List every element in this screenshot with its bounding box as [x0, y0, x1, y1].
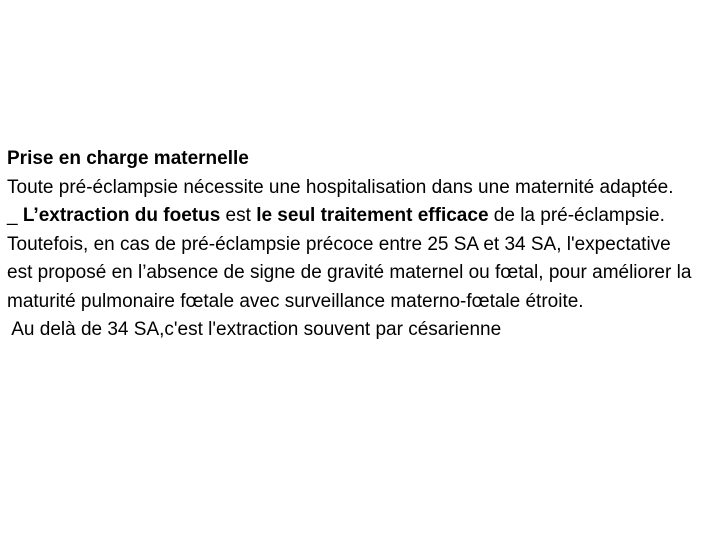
bold-treatment: le seul traitement efficace: [256, 205, 489, 226]
slide-content: [7, 145, 697, 345]
paragraph-hospitalisation: Toute pré-éclampsie nécessite une hospitalisation dans une maternité adaptée.: [7, 176, 674, 198]
slide-title: Prise en charge maternelle: [7, 148, 249, 169]
paragraph-beyond-34sa: Au delà de 34 SA,c'est l'extraction souvent par césarienne: [7, 319, 502, 340]
text-suffix: de la pré-éclampsie.: [488, 205, 665, 226]
paragraph-expectative: Toutefois, en cas de pré-éclampsie précoce entre 25 SA et 34 SA, l'expectative est proposé en l’absence de signe de gravité maternel ou fœtal, pour améliorer la maturité pulmonaire fœtale avec surveillance materno-fœtale étroite.: [7, 233, 692, 312]
text-mid: est: [220, 205, 257, 226]
paragraph-extraction: [7, 202, 697, 231]
dash-prefix: _: [7, 205, 23, 226]
bold-extraction: L’extraction du foetus: [22, 205, 221, 226]
